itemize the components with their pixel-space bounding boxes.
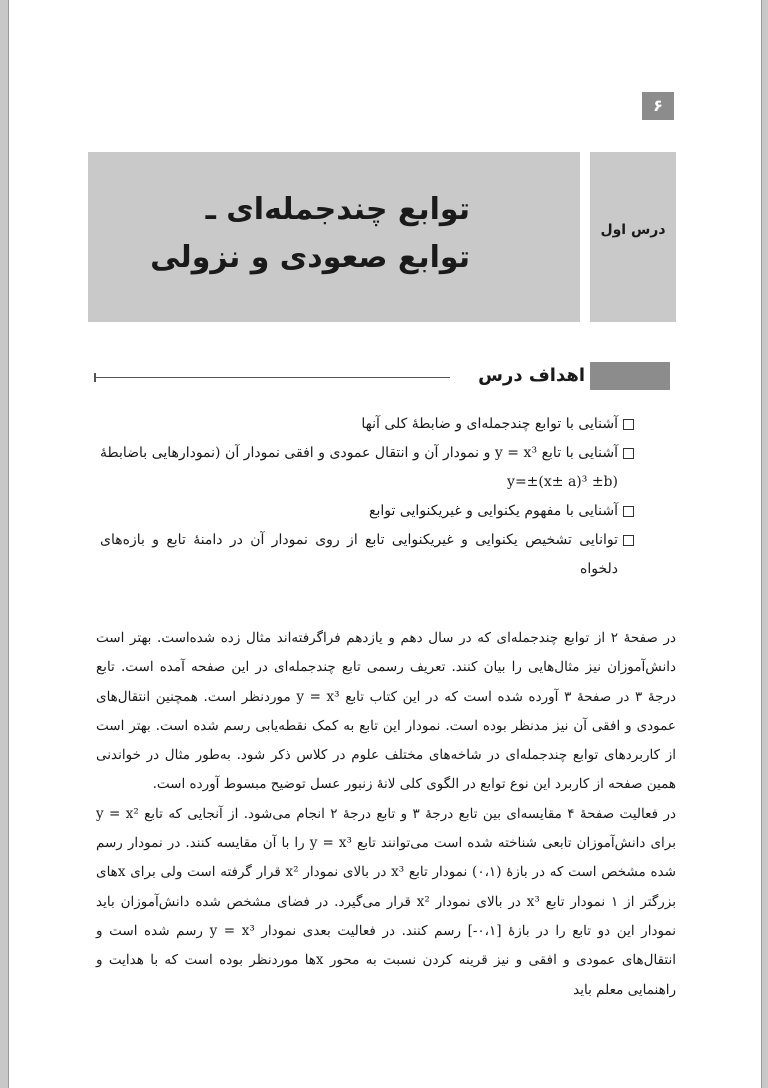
page-number: ۶: [642, 92, 674, 120]
checkbox-icon: [623, 419, 634, 430]
lesson-tab-label: درس اول: [600, 222, 666, 238]
body-paragraph-2: در فعالیت صفحهٔ ۴ مقایسه‌ای بین تابع درجهٔ ۳ و تابع درجهٔ ۲ انجام می‌شود. از آنجایی که تابع y = x² برای دانش‌آموزان تابعی شناخته شده است می‌توانند تابع y = x³ را با آن مقایسه کنند. در نمودار رسم شده مشخص است که در بازهٔ (۰،۱) نمودار تابع x³ در بالای نمودار x² قرار گرفته است ولی برای xهای بزرگتر از ۱ نمودار تابع x³ در بالای نمودار x² قرار می‌گیرد. در فضای مشخص شده دانش‌آموزان باید نمودار این دو تابع را در بازهٔ [۰،۱-] رسم کنند. در فعالیت بعدی نمودار y = x³ رسم شده است و انتقال‌های عمودی و افقی و نیز قرینه کردن نسبت به محور xها موردنظر بوده است که با هدایت و راهنمایی معلم باید: [96, 805, 677, 998]
body-paragraph-1: در صفحهٔ ۲ از توابع چندجمله‌ای که در سال دهم و یازدهم فراگرفته‌اند مثال زده شده‌است. بهتر است دانش‌آموزان نیز مثال‌هایی را بیان کنند. تعریف رسمی تابع چندجمله‌ای در این صفحه آمده است. تابع درجهٔ ۳ در صفحهٔ ۳ آورده شده است که در این کتاب تابع y = x³ موردنظر است. همچنین انتقال‌های عمودی و افقی آن نیز مدنظر بوده است. نمودار این تابع به کمک نقطه‌یابی رسم شده است. بهتر است از کاربردهای توابع چندجمله‌ای در شاخه‌های مختلف علوم در کلاس ذکر شود. به‌طور مثال در خواندنی همین صفحه از کاربرد این نوع توابع در الگوی کلی لانهٔ زنبور عسل توضیح مبسوط آورده است.: [96, 630, 677, 793]
checkbox-icon: [623, 535, 634, 546]
body-text: [96, 624, 676, 1005]
lesson-title-line-1: توابع چندجمله‌ای ـ: [205, 192, 470, 227]
goals-heading: اهداف درس: [478, 365, 585, 386]
goal-item: توانایی تشخیص یکنوایی و غیریکنوایی تابع از روی نمودار آن در دامنهٔ تابع و بازه‌های دلخواه: [100, 526, 634, 584]
checkbox-icon: [623, 506, 634, 517]
lesson-title-line-2: توابع صعودی و نزولی: [150, 240, 470, 275]
goal-item: آشنایی با تابع y = x³ و نمودار آن و انتقال عمودی و افقی نمودار آن (نمودارهایی باضابطهٔ (y=±(x± a)³ ±b: [100, 439, 634, 497]
goals-divider: [94, 377, 450, 378]
goals-heading-marker: [590, 362, 670, 390]
goal-item: آشنایی با مفهوم یکنوایی و غیریکنوایی توابع: [100, 497, 634, 526]
lesson-title: [110, 186, 470, 282]
goals-list: [100, 410, 634, 584]
checkbox-icon: [623, 448, 634, 459]
goal-item: آشنایی با توابع چندجمله‌ای و ضابطهٔ کلی آنها: [100, 410, 634, 439]
